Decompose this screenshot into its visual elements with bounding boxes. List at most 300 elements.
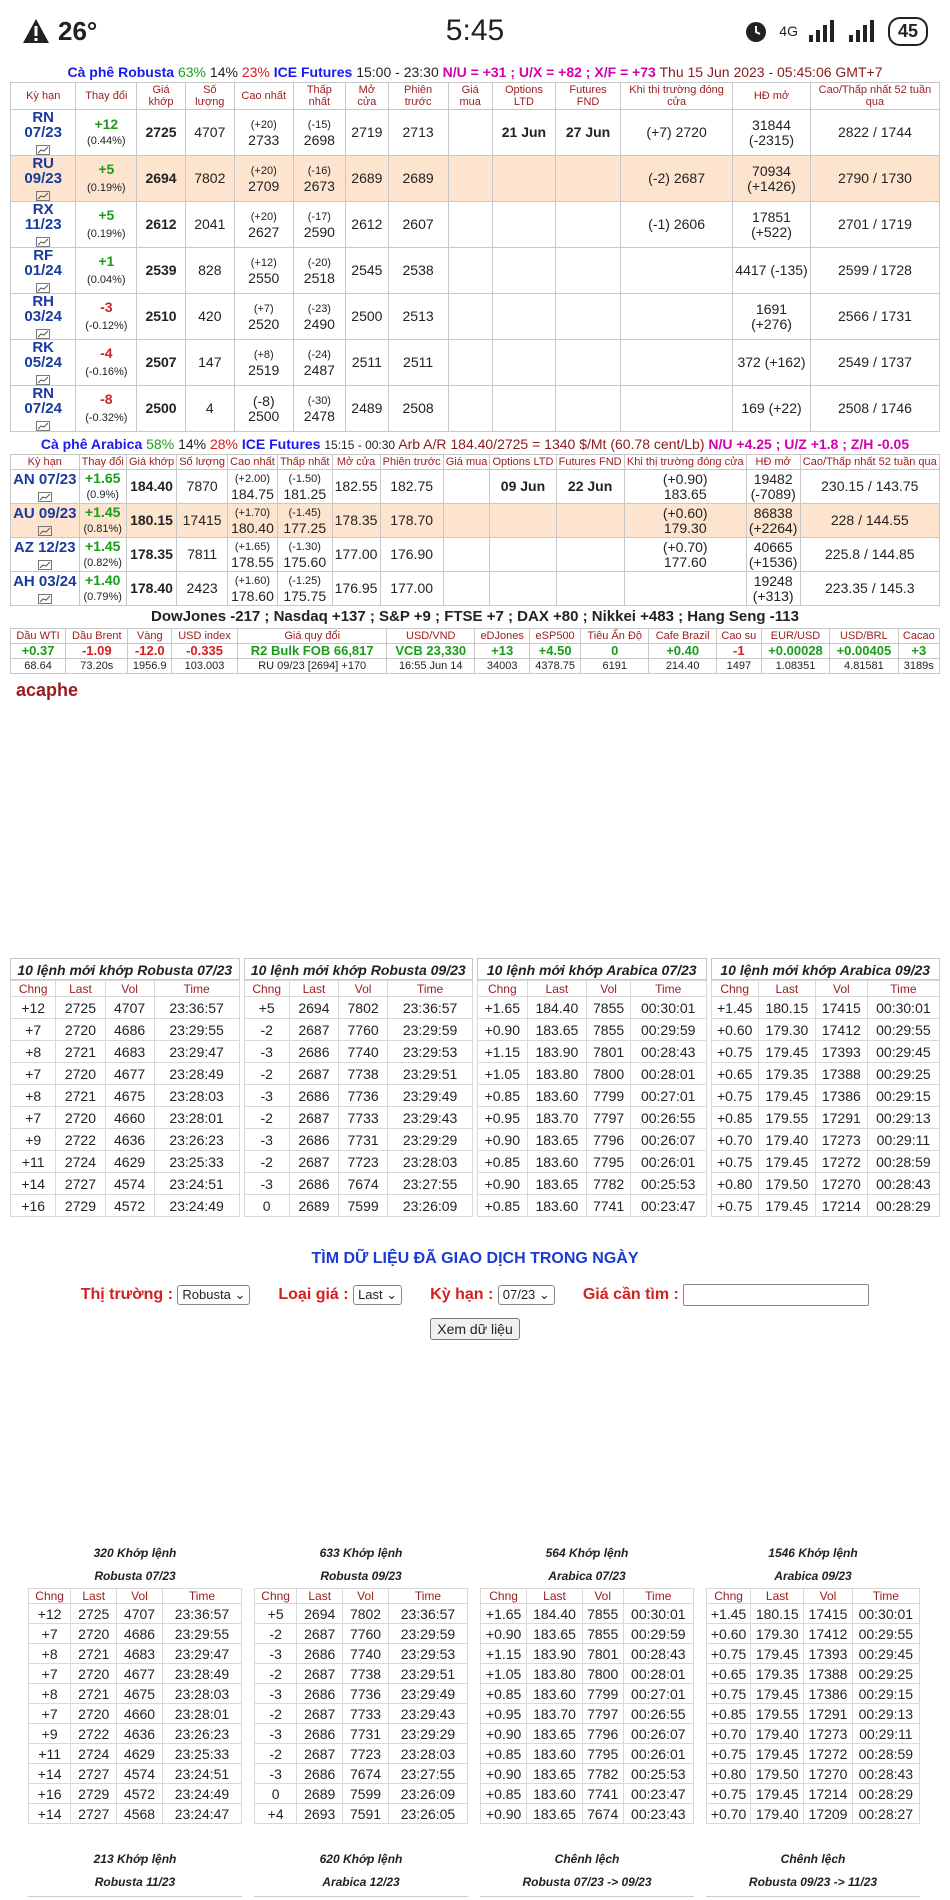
summary-cell: +0.90 (481, 1624, 527, 1644)
trade-cell: 00:29:15 (867, 1085, 939, 1107)
summary-cell: 2724 (71, 1744, 117, 1764)
table-row (711, 1195, 940, 1217)
trade-cell: +7 (11, 1019, 56, 1041)
change-cell (76, 156, 137, 202)
trade-cell: 4707 (105, 997, 154, 1019)
table-row (11, 1195, 240, 1217)
hl52-cell: 228 / 144.55 (800, 504, 939, 538)
trade-table (711, 980, 941, 1217)
table-row (11, 294, 940, 340)
summary-cell: 4574 (117, 1764, 163, 1784)
summary-cell: 17273 (804, 1724, 852, 1744)
summary-cell: 7801 (582, 1644, 623, 1664)
hl52-cell: 2566 / 1731 (810, 294, 939, 340)
trade-cell: 7674 (339, 1173, 388, 1195)
temperature: 26° (58, 15, 98, 46)
column-header: Last (527, 1589, 583, 1604)
summary-cell: 17393 (804, 1644, 852, 1664)
trade-cell: 7760 (339, 1019, 388, 1041)
high-cell-delta: (+1.70) (234, 506, 271, 519)
trade-cell: 17291 (815, 1107, 867, 1129)
trade-cell: +0.75 (711, 1195, 758, 1217)
trade-cell: 179.50 (758, 1173, 815, 1195)
term-label: Kỳ hạn : (430, 1286, 494, 1303)
contract-name[interactable]: RK 05/24 (24, 339, 62, 371)
column-header: Time (388, 981, 473, 997)
table-row (478, 1151, 707, 1173)
summary-cell: 7738 (343, 1664, 389, 1684)
summary-cell: 7674 (343, 1764, 389, 1784)
trade-cell: 00:26:55 (630, 1107, 706, 1129)
trade-cell: +7 (11, 1107, 56, 1129)
contract-name[interactable]: RN 07/23 (24, 109, 62, 141)
signal-icon (808, 19, 838, 43)
contract-cell[interactable] (11, 386, 76, 432)
contract-cell[interactable] (11, 110, 76, 156)
summary-block (480, 1848, 694, 1900)
trade-cell: 2720 (56, 1063, 105, 1085)
trade-cell: 23:29:47 (154, 1041, 239, 1063)
trade-cell: 4675 (105, 1085, 154, 1107)
contract-name[interactable]: RN 07/24 (24, 385, 62, 417)
trade-cell: 00:28:01 (630, 1063, 706, 1085)
trade-cell: 17272 (815, 1151, 867, 1173)
summary-cell: -3 (255, 1644, 297, 1664)
trade-cell: 7796 (587, 1129, 631, 1151)
trade-cell: +16 (11, 1195, 56, 1217)
open-interest-value: 86838 (753, 504, 793, 521)
change-value: +1.40 (85, 571, 121, 588)
summary-cell: 4683 (117, 1644, 163, 1664)
trade-cell: 183.60 (527, 1151, 587, 1173)
futures-fnd-cell (556, 248, 621, 294)
trade-cell: -3 (244, 1085, 289, 1107)
trade-summaries-bottom (28, 1848, 920, 1900)
summary-cell: +0.95 (481, 1704, 527, 1724)
change-cell (79, 572, 126, 606)
summary-cell: +0.75 (707, 1784, 751, 1804)
trade-cell: 183.65 (527, 1019, 587, 1041)
summary-cell: 17214 (804, 1784, 852, 1804)
trade-header-row (11, 981, 240, 997)
contract-name[interactable]: RX 11/23 (24, 201, 62, 233)
trade-cell: 23:29:43 (388, 1107, 473, 1129)
column-header: Last (56, 981, 105, 997)
trade-cell: 0 (244, 1195, 289, 1217)
network-type: 4G (779, 23, 798, 39)
hl52-cell: 2549 / 1737 (810, 340, 939, 386)
change-cell (76, 386, 137, 432)
table-row (11, 1085, 240, 1107)
trade-cell: -2 (244, 1151, 289, 1173)
summary-cell: 4629 (117, 1744, 163, 1764)
column-header: Time (630, 981, 706, 997)
trade-header-row (478, 981, 707, 997)
summary-cell: 4677 (117, 1664, 163, 1684)
summary-cell: +0.85 (707, 1704, 751, 1724)
summary-cell: 17209 (804, 1804, 852, 1824)
summary-cell: 00:29:59 (623, 1624, 693, 1644)
change-percent: (-0.12%) (85, 319, 128, 332)
summary-cell: +1.05 (481, 1664, 527, 1684)
summary-cell: 2686 (297, 1724, 343, 1744)
table-row (478, 997, 707, 1019)
summary-cell: 183.65 (527, 1764, 583, 1784)
change-percent: (0.19%) (87, 227, 126, 240)
summary-cell: +0.65 (707, 1664, 751, 1684)
trade-cell: 183.60 (527, 1085, 587, 1107)
contract-name[interactable]: RH 03/24 (24, 293, 62, 325)
volume-cell: 147 (185, 340, 234, 386)
summary-cell: 2721 (71, 1644, 117, 1664)
strip-value: -0.335 (172, 644, 238, 659)
column-header: Time (623, 1589, 693, 1604)
chart-icon[interactable] (38, 592, 52, 602)
chart-icon[interactable] (36, 235, 50, 245)
strip-value: R2 Bulk FOB 66,817 (238, 644, 387, 659)
low-cell-delta: (-1.30) (288, 540, 321, 553)
summary-cell: 00:29:25 (852, 1664, 919, 1684)
futures-fnd-cell (556, 572, 624, 606)
strip-value: +0.40 (649, 644, 716, 659)
high-cell-delta: (+20) (250, 164, 277, 177)
change-cell (79, 470, 126, 504)
trade-cell: 00:23:47 (630, 1195, 706, 1217)
trade-cell: +0.85 (478, 1151, 528, 1173)
trade-cell: +0.95 (478, 1107, 528, 1129)
price-type-select[interactable]: Last ⌄ (353, 1285, 402, 1305)
table-row (707, 1744, 920, 1764)
contract-name[interactable]: AH 03/24 (13, 572, 77, 590)
trade-cell: 7736 (339, 1085, 388, 1107)
open-interest-delta: (+1536) (748, 553, 798, 570)
chart-icon[interactable] (36, 143, 50, 153)
trade-cell: 7797 (587, 1107, 631, 1129)
trade-cell: 179.45 (758, 1151, 815, 1173)
contract-cell[interactable] (11, 294, 76, 340)
summary-table-fragment (254, 1896, 468, 1900)
column-header: Futures FND (556, 455, 624, 470)
trade-cell: 4677 (105, 1063, 154, 1085)
summary-cell: +7 (29, 1624, 71, 1644)
summary-cell: +4 (255, 1804, 297, 1824)
chart-icon[interactable] (38, 524, 52, 534)
table-row (481, 1744, 694, 1764)
table-row (255, 1604, 468, 1624)
summary-cell: 7674 (582, 1804, 623, 1824)
table-row (255, 1724, 468, 1744)
change-percent: (-0.16%) (85, 365, 128, 378)
close-cell (624, 572, 746, 606)
strip-header: Dầu Brent (66, 629, 128, 644)
trade-cell: 23:29:53 (388, 1041, 473, 1063)
table-row (11, 340, 940, 386)
high-cell-value: 178.60 (231, 587, 274, 604)
summary-cell: +0.70 (707, 1804, 751, 1824)
table-row (244, 1195, 473, 1217)
trade-cell: 17388 (815, 1063, 867, 1085)
open-cell: 177.00 (332, 538, 380, 572)
trade-cell: 183.90 (527, 1041, 587, 1063)
table-row (29, 1684, 242, 1704)
trade-cell: 17386 (815, 1085, 867, 1107)
chart-icon[interactable] (36, 419, 50, 429)
chart-icon[interactable] (36, 327, 50, 337)
strip-header: EUR/USD (761, 629, 829, 644)
summary-cell: +0.85 (481, 1744, 527, 1764)
low-cell-value: 2698 (303, 131, 335, 148)
high-cell-delta: (+1.60) (234, 574, 271, 587)
trade-block (10, 958, 240, 1217)
summary-cell: 00:28:43 (623, 1644, 693, 1664)
futures-fnd-cell (556, 386, 621, 432)
chart-icon[interactable] (36, 281, 50, 291)
column-header: Time (388, 1589, 467, 1604)
contract-name[interactable]: AU 09/23 (13, 504, 77, 522)
chevron-down-icon: ⌄ (538, 1287, 550, 1302)
open-interest-delta: (-2315) (748, 131, 795, 148)
summary-cell: 179.40 (751, 1804, 804, 1824)
futures-fnd-cell (556, 340, 621, 386)
find-price-input[interactable] (683, 1284, 869, 1306)
table-row (11, 156, 940, 202)
trade-cell: 7801 (587, 1041, 631, 1063)
trade-cell: 2720 (56, 1019, 105, 1041)
summary-cell: -2 (255, 1704, 297, 1724)
strip-sub: 4.81581 (830, 659, 898, 674)
open-interest-cell (733, 248, 811, 294)
column-header: Chng (481, 1589, 527, 1604)
term-select[interactable]: 07/23 ⌄ (498, 1285, 555, 1305)
strip-header: Vàng (128, 629, 172, 644)
contract-cell[interactable] (11, 156, 76, 202)
table-row (11, 386, 940, 432)
summary-cell: 7741 (582, 1784, 623, 1804)
change-value: +1 (98, 252, 115, 269)
table-row (244, 1173, 473, 1195)
change-cell (76, 110, 137, 156)
chart-icon[interactable] (38, 490, 52, 500)
strip-header: Cafe Brazil (649, 629, 716, 644)
trade-cell: -2 (244, 1019, 289, 1041)
contract-name[interactable]: RU 09/23 (24, 155, 62, 187)
high-cell (228, 538, 278, 572)
strip-sub: 3189s (898, 659, 939, 674)
strip-value: +0.00405 (830, 644, 898, 659)
table-row (11, 1063, 240, 1085)
acaphe-logo[interactable]: acaphe (16, 680, 79, 700)
arabica-header: Cà phê Arabica 58% 14% 28% ICE Futures 15:15 - 00:30 Arb A/R 184.40/2725 = 1340 $/Mt (60.78 cent/Lb) N/U +4.25 ; U/Z +1.8 ; Z/H -0.05 (40, 436, 910, 452)
trade-cell: 00:29:59 (630, 1019, 706, 1041)
summary-cell: +11 (29, 1744, 71, 1764)
summary-cell: -2 (255, 1664, 297, 1684)
high-cell (228, 572, 278, 606)
strip-value: +13 (475, 644, 530, 659)
trade-cell: +0.75 (711, 1041, 758, 1063)
summary-table-fragment (706, 1896, 920, 1900)
contract-name[interactable]: AZ 12/23 (13, 538, 76, 556)
futures-fnd-cell (556, 156, 621, 202)
low-cell (293, 294, 345, 340)
column-header: Time (154, 981, 239, 997)
table-row (29, 1784, 242, 1804)
summary-table (28, 1588, 242, 1824)
trade-cell: +0.85 (478, 1195, 528, 1217)
chevron-down-icon: ⌄ (234, 1287, 246, 1302)
summary-cell: +0.75 (707, 1644, 751, 1664)
trade-cell: +1.05 (478, 1063, 528, 1085)
contract-cell[interactable] (11, 470, 80, 504)
column-header: HĐ mở (746, 455, 800, 470)
summary-cell: 2729 (71, 1784, 117, 1804)
table-row (711, 1041, 940, 1063)
column-header: Giá mua (443, 455, 490, 470)
trade-cell: +0.80 (711, 1173, 758, 1195)
strip-sub: 1497 (716, 659, 761, 674)
summary-cell: 7731 (343, 1724, 389, 1744)
summary-cell: 23:29:43 (388, 1704, 467, 1724)
bid-cell (443, 470, 490, 504)
trade-cell: +12 (11, 997, 56, 1019)
summary-block (480, 1542, 694, 1824)
view-data-button[interactable]: Xem dữ liệu (430, 1318, 520, 1340)
contract-cell[interactable] (11, 340, 76, 386)
chart-icon[interactable] (38, 558, 52, 568)
chart-icon[interactable] (36, 189, 50, 199)
close-value: 179.30 (663, 519, 707, 536)
open-cell: 2511 (346, 340, 389, 386)
trade-cell: 7855 (587, 1019, 631, 1041)
trade-cell: 2727 (56, 1173, 105, 1195)
summary-cell: 2720 (71, 1624, 117, 1644)
table-row (244, 1129, 473, 1151)
price-cell: 178.40 (126, 572, 176, 606)
trade-header-row (244, 981, 473, 997)
bid-cell (448, 202, 492, 248)
strip-value: +0.37 (11, 644, 66, 659)
contract-cell[interactable] (11, 248, 76, 294)
column-header: Chng (29, 1589, 71, 1604)
table-row (478, 1085, 707, 1107)
column-header: Khi thị trường đóng cửa (624, 455, 746, 470)
chart-icon[interactable] (36, 373, 50, 383)
low-cell-delta: (-15) (307, 118, 331, 131)
market-select[interactable]: Robusta ⌄ (177, 1285, 250, 1305)
table-row (711, 1107, 940, 1129)
strip-value: -1 (716, 644, 761, 659)
column-header: Options LTD (492, 83, 555, 110)
indices-line: DowJones -217 ; Nasdaq +137 ; S&P +9 ; FTSE +7 ; DAX +80 ; Nikkei +483 ; Hang Seng -113 (151, 608, 799, 625)
summary-name: Robusta 09/23 -> 11/23 (748, 1875, 878, 1889)
summary-cell: +7 (29, 1664, 71, 1684)
table-row (29, 1704, 242, 1724)
summary-cell: 00:29:13 (852, 1704, 919, 1724)
open-interest-cell (733, 110, 811, 156)
high-cell-value: 180.40 (231, 519, 274, 536)
futures-fnd-cell (556, 538, 624, 572)
change-percent: (0.81%) (83, 522, 122, 535)
table-row (711, 1173, 940, 1195)
trade-cell: -3 (244, 1041, 289, 1063)
summary-cell: +7 (29, 1704, 71, 1724)
summary-cell: 183.65 (527, 1724, 583, 1744)
trade-cell: 7782 (587, 1173, 631, 1195)
prev-cell: 2538 (388, 248, 448, 294)
trade-cell: 00:27:01 (630, 1085, 706, 1107)
trade-cell: 7599 (339, 1195, 388, 1217)
price-cell: 2539 (137, 248, 186, 294)
table-row (481, 1764, 694, 1784)
table-row (478, 1019, 707, 1041)
summary-name: Robusta 11/23 (94, 1875, 176, 1889)
summary-header-row (29, 1589, 242, 1604)
summary-table (706, 1588, 920, 1824)
contract-cell[interactable] (11, 538, 80, 572)
summary-table-fragment (28, 1896, 242, 1900)
summary-cell: -3 (255, 1724, 297, 1744)
contract-cell[interactable] (11, 202, 76, 248)
low-cell-delta: (-24) (307, 348, 331, 361)
trade-cell: 00:26:01 (630, 1151, 706, 1173)
close-value: 177.60 (663, 553, 707, 570)
summary-cell: 17270 (804, 1764, 852, 1784)
summary-cell: 23:26:23 (162, 1724, 241, 1744)
hl52-cell: 223.35 / 145.3 (800, 572, 939, 606)
trade-cell: +0.65 (711, 1063, 758, 1085)
trade-cell: +0.90 (478, 1019, 528, 1041)
high-cell-value: 2520 (248, 315, 280, 332)
futures-fnd-cell (556, 504, 624, 538)
trade-cell: 179.40 (758, 1129, 815, 1151)
summary-cell: 183.60 (527, 1744, 583, 1764)
summary-cell: 7736 (343, 1684, 389, 1704)
summary-cell: 2722 (71, 1724, 117, 1744)
table-row (255, 1644, 468, 1664)
summary-cell: +12 (29, 1604, 71, 1624)
contract-name[interactable]: AN 07/23 (13, 470, 77, 488)
summary-cell: 7599 (343, 1784, 389, 1804)
options-ltd-cell (492, 202, 555, 248)
summary-cell: 4572 (117, 1784, 163, 1804)
volume-cell: 4 (185, 386, 234, 432)
hl52-cell: 2701 / 1719 (810, 202, 939, 248)
trade-cell: 4683 (105, 1041, 154, 1063)
change-percent: (-0.32%) (85, 411, 128, 424)
summary-cell: 183.90 (527, 1644, 583, 1664)
summary-cell: 2686 (297, 1764, 343, 1784)
contract-cell[interactable] (11, 504, 80, 538)
market-label: Thị trường : (80, 1286, 173, 1303)
summary-cell: 23:28:01 (162, 1704, 241, 1724)
strip-sub: 34003 (475, 659, 530, 674)
low-cell (293, 248, 345, 294)
strip-value: 0 (581, 644, 649, 659)
summary-cell: 00:25:53 (623, 1764, 693, 1784)
alarm-icon (743, 18, 769, 44)
trade-cell: 184.40 (527, 997, 587, 1019)
trade-cell: 17214 (815, 1195, 867, 1217)
trade-cell: 183.70 (527, 1107, 587, 1129)
table-row (11, 470, 940, 504)
contract-cell[interactable] (11, 572, 80, 606)
open-interest-delta: (-7089) (750, 485, 796, 502)
summary-cell: 2721 (71, 1684, 117, 1704)
column-header: Vol (339, 981, 388, 997)
volume-cell: 7811 (177, 538, 228, 572)
summary-cell: 23:27:55 (388, 1764, 467, 1784)
contract-name[interactable]: RF 01/24 (24, 247, 62, 279)
table-row (255, 1804, 468, 1824)
